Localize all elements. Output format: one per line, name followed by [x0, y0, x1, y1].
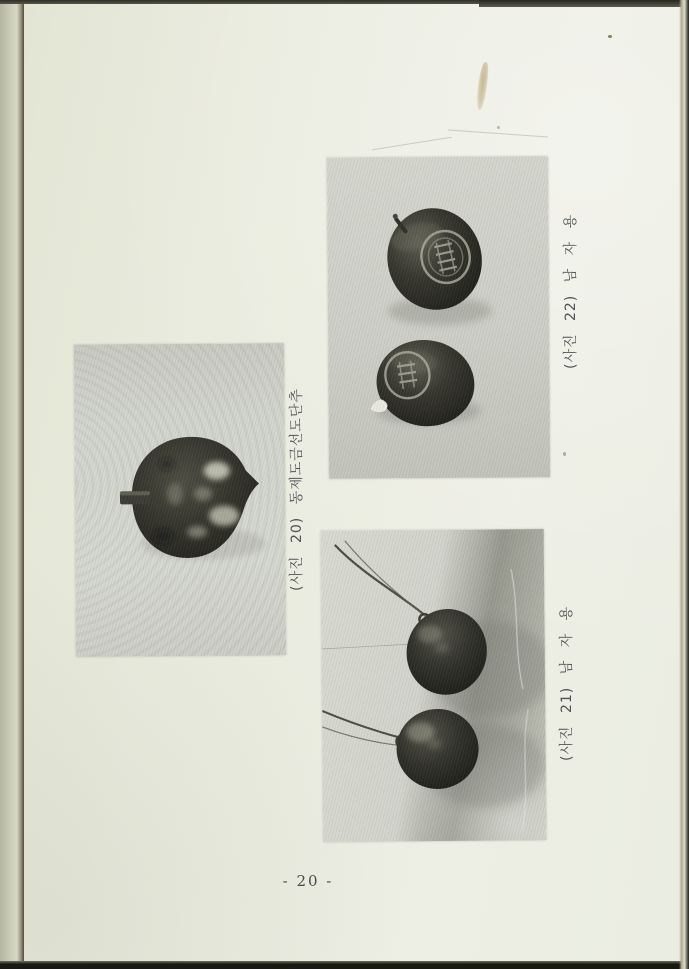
figure-photo-21 [321, 529, 547, 842]
paper-crease [372, 137, 451, 151]
paper-speck [608, 35, 612, 38]
figure-photo-22 [327, 156, 550, 479]
paper-crease [448, 130, 548, 138]
book-gutter-edge [0, 0, 24, 969]
paper-speck [563, 452, 566, 456]
photo-22-artwork [327, 156, 550, 479]
paper-speck [497, 126, 500, 129]
figure-caption-21: (사진 21) 남 자 용 [559, 605, 575, 761]
page-edge-right [679, 0, 689, 969]
button-pin-tip [393, 214, 398, 219]
figure-caption-22: (사진 22) 남 자 용 [563, 213, 579, 369]
wire-loop [322, 710, 402, 739]
page-number: - 20 - [282, 872, 334, 890]
button-stem-highlight [120, 491, 150, 495]
wire-loop [322, 726, 398, 746]
paper-stain [475, 62, 490, 111]
photo-20-artwork [74, 343, 286, 656]
button-object [396, 709, 479, 790]
photo-21-artwork [321, 529, 547, 842]
page-edge-bottom [0, 961, 689, 969]
figure-photo-20 [74, 343, 286, 656]
page-edge-top-right [479, 0, 689, 7]
figure-caption-20: (사진 20) 동제도금선도단추 [289, 388, 305, 591]
